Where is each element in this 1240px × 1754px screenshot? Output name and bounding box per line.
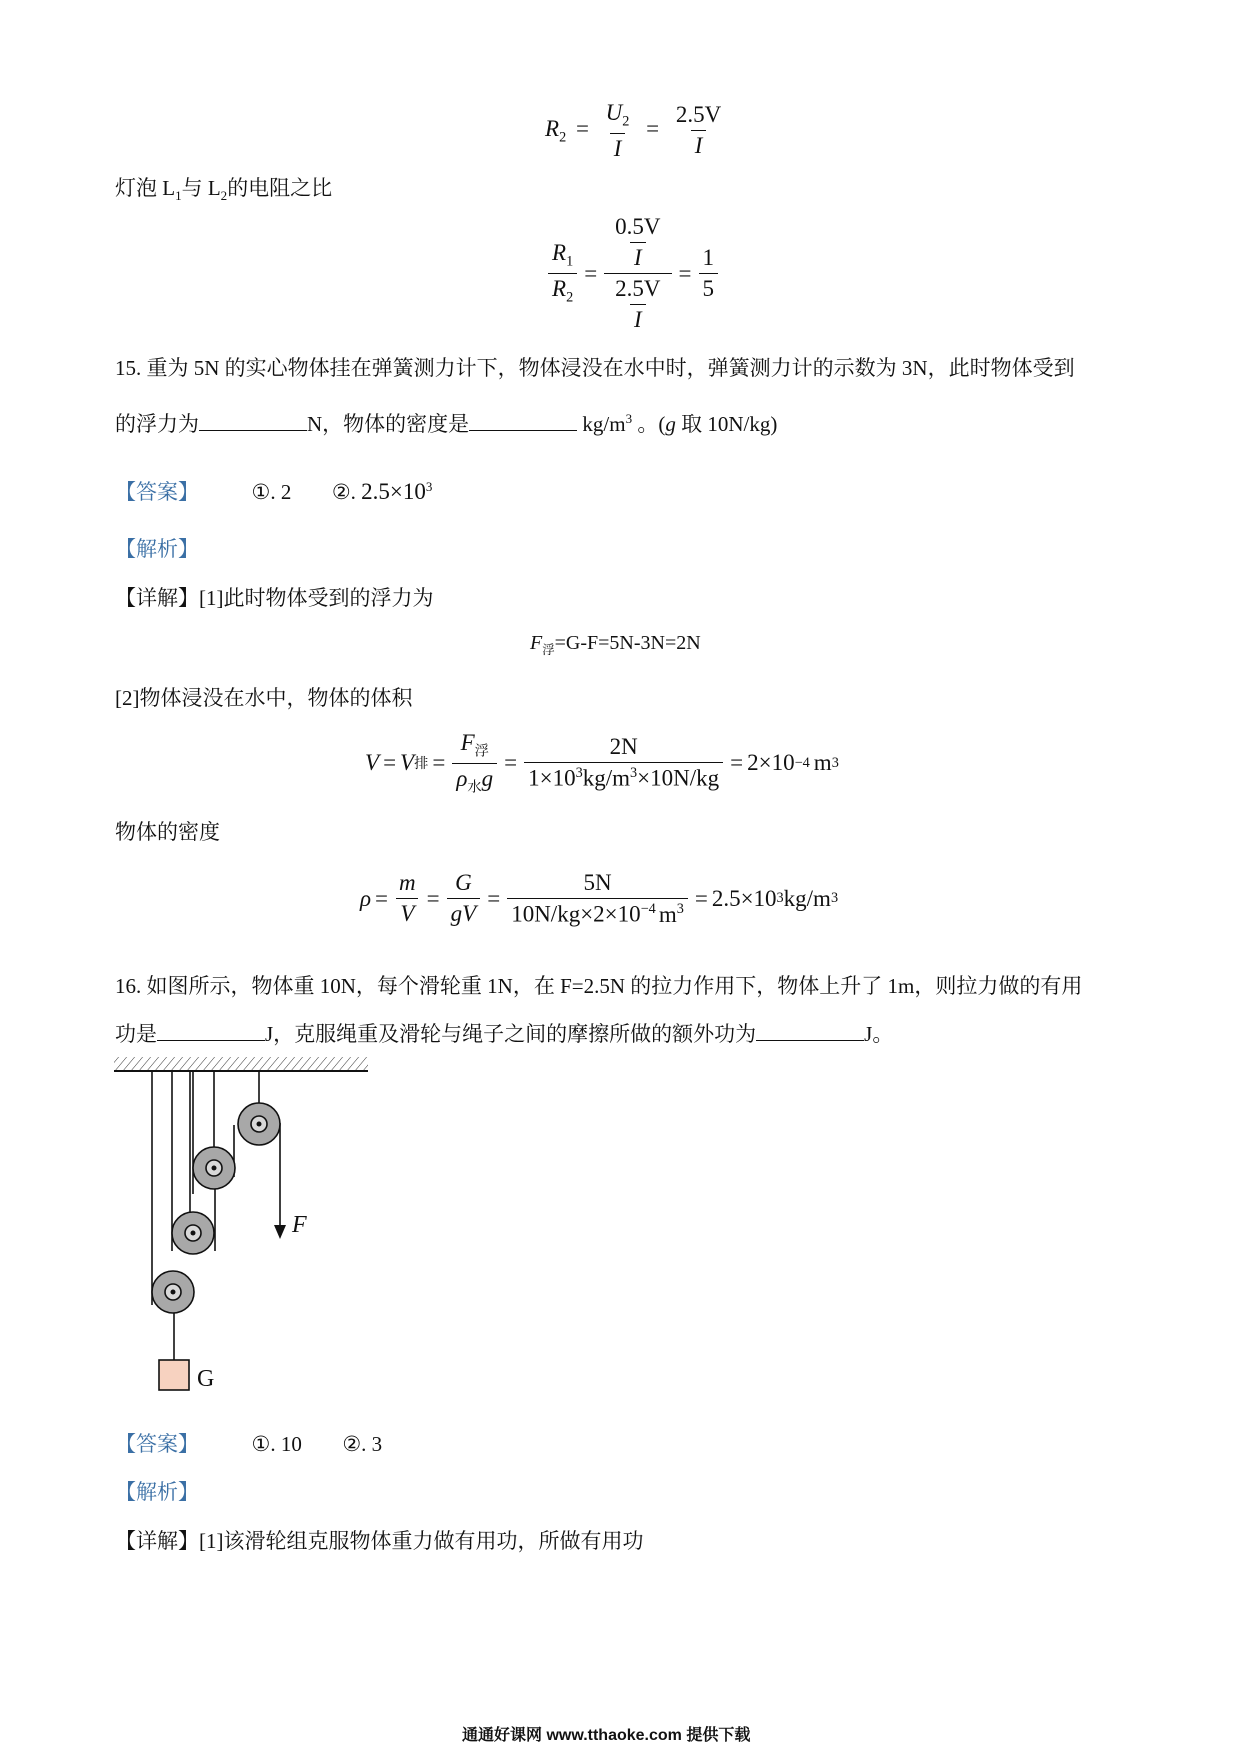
bottom-denominator: I	[630, 304, 646, 333]
fraction-m-over-v	[395, 870, 420, 927]
equals: =	[432, 750, 446, 776]
fraction-numeric-density	[507, 870, 688, 928]
g-symbol: g	[481, 765, 494, 791]
q15-detail-1	[115, 582, 434, 612]
u-symbol: U	[605, 100, 623, 125]
footer: 通通好课网 www.tthaoke.com 提供下载	[462, 1727, 751, 1744]
pulley-system-figure	[112, 1055, 372, 1410]
equals: =	[678, 260, 692, 286]
q16-detail-1	[115, 1525, 644, 1555]
density-result-exponent: 3	[776, 890, 784, 907]
u-subscript: 2	[622, 113, 630, 130]
v-displaced-symbol: V	[400, 750, 415, 776]
den-unit: m	[658, 901, 677, 927]
fraction-u2-over-i	[602, 100, 634, 162]
equals: =	[487, 885, 501, 911]
detail-tag: 【详解】	[115, 1529, 199, 1553]
answer-tag: 【答案】	[115, 1432, 199, 1456]
den-part-3: ×10N/kg	[637, 765, 720, 791]
formula-buoyancy	[530, 632, 701, 658]
q15-detail-2: [2]物体浸没在水中，物体的体积	[115, 686, 413, 710]
weight-block	[159, 1360, 189, 1390]
volume-result-exponent: −4	[794, 754, 810, 771]
equals: =	[730, 750, 744, 776]
intro-text-2: 与 L	[181, 176, 221, 200]
equals: =	[383, 750, 397, 776]
den-part-1: 1×10	[528, 765, 576, 791]
q15-answer	[115, 476, 432, 506]
answer-blank-1[interactable]	[199, 412, 307, 431]
equation-density	[360, 870, 838, 928]
q16-answer	[115, 1428, 382, 1458]
r1-sub: 1	[566, 254, 574, 270]
result-denominator: 5	[699, 273, 719, 302]
answer-blank-2[interactable]	[756, 1022, 864, 1041]
v-symbol: V	[365, 750, 380, 776]
equals: =	[694, 885, 708, 911]
intro-sub-2: 2	[220, 188, 228, 204]
weight-label: G	[197, 1366, 215, 1392]
den-exp-2: 3	[630, 765, 638, 782]
formula-rest: =G-F=5N-3N=2N	[554, 632, 701, 654]
q16-line-1: 16. 如图所示，物体重 10N，每个滑轮重 1N，在 F=2.5N 的拉力作用下，物体上升了 1m，则拉力做的有用	[115, 974, 1083, 998]
answer-tag: 【答案】	[115, 480, 199, 504]
f-symbol: F	[460, 730, 475, 755]
force-arrow	[274, 1225, 286, 1239]
equals: =	[584, 260, 598, 286]
force-label: F	[292, 1212, 307, 1238]
rho-symbol: ρ	[360, 885, 372, 911]
r2-symbol: R	[545, 116, 560, 142]
r2-sub: 2	[566, 289, 574, 306]
rho-subscript: 水	[467, 779, 482, 796]
ratio-intro	[115, 172, 332, 204]
fraction-2.5v-over-i	[672, 102, 725, 159]
fraction-numeric	[524, 734, 723, 792]
i-symbol: I	[610, 133, 626, 162]
answer-2-exponent: 3	[425, 479, 433, 494]
compound-fraction	[604, 214, 671, 333]
density-unit-exponent: 3	[830, 890, 839, 907]
q16-line-2	[115, 1018, 893, 1048]
fraction-1-over-5	[699, 245, 719, 302]
ceiling	[114, 1057, 368, 1071]
answer-2-value: 2.5×10	[361, 479, 426, 504]
answer-1: ①. 2	[251, 480, 292, 504]
volume-result: 2×10	[747, 750, 795, 776]
pulley-second	[193, 1147, 235, 1189]
v-symbol: V	[396, 898, 418, 927]
equals: =	[375, 885, 389, 911]
equation-r2	[545, 100, 728, 162]
q16-text-a: 功是	[115, 1022, 157, 1046]
top-numerator: 0.5V	[615, 214, 661, 239]
f-symbol: F	[530, 632, 543, 654]
g-weight-symbol: G	[455, 870, 472, 896]
bottom-numerator: 2.5V	[615, 276, 661, 301]
density-unit: kg/m	[783, 885, 831, 911]
fraction-r1-over-r2	[548, 240, 577, 306]
f-subscript: 浮	[542, 643, 555, 657]
detail-tag: 【详解】	[115, 586, 199, 610]
f-subscript: 浮	[474, 743, 489, 760]
volume-unit: m	[813, 750, 832, 776]
v-displaced-subscript: 排	[414, 756, 429, 773]
intro-text-1: 灯泡 L	[115, 176, 176, 200]
numerator: 2.5V	[675, 102, 722, 128]
pulley-top	[238, 1103, 280, 1145]
m-symbol: m	[399, 870, 416, 896]
den-part-2: kg/m	[582, 765, 631, 791]
r-symbol: R	[552, 276, 567, 301]
top-denominator: I	[630, 242, 646, 271]
r-symbol: R	[552, 240, 567, 266]
den-value: 10N/kg×2×10	[511, 901, 641, 927]
q15-text-a: 的浮力为	[115, 412, 199, 436]
pulley-third	[172, 1212, 214, 1254]
pulley-bottom	[152, 1271, 194, 1313]
fraction-0.5v-over-i	[611, 214, 664, 271]
q16-analysis-tag: 【解析】	[115, 1480, 199, 1504]
equation-volume	[365, 730, 839, 796]
q15-line-2	[115, 408, 777, 438]
answer-2-label: ②.	[331, 480, 356, 504]
r2-subscript: 2	[559, 129, 567, 146]
fraction-f-over-rho-g	[452, 730, 497, 796]
equals: =	[426, 885, 440, 911]
numerator-5n: 5N	[583, 870, 612, 895]
answer-blank-1[interactable]	[157, 1022, 265, 1041]
gv-symbol: gV	[447, 898, 481, 927]
rho-symbol: ρ	[456, 765, 468, 791]
q15-line-1: 15. 重为 5N 的实心物体挂在弹簧测力计下，物体浸没在水中时，弹簧测力计的示数为 3N，此时物体受到	[115, 356, 1075, 380]
q15-text-e: 取 10N/kg)	[675, 412, 778, 436]
answer-blank-2[interactable]	[469, 412, 577, 431]
q15-text-b: N，物体的密度是	[307, 412, 470, 436]
detail-1-text: [1]此时物体受到的浮力为	[199, 586, 434, 610]
den-exp-1: 3	[575, 765, 583, 782]
fraction-2.5v-over-i	[611, 276, 664, 333]
den-exponent: −4	[640, 901, 656, 917]
unit-kg-m: kg/m	[582, 412, 626, 436]
unit-exponent: 3	[625, 411, 633, 426]
q16-text-c: J。	[864, 1022, 894, 1046]
equals: =	[575, 116, 589, 142]
density-intro: 物体的密度	[115, 820, 220, 844]
q16-text-b: J，克服绳重及滑轮与绳子之间的摩擦所做的额外功为	[265, 1022, 757, 1046]
q15-text-d: 。(	[637, 412, 666, 436]
equation-ratio	[545, 214, 721, 333]
fraction-g-over-gv	[447, 870, 481, 927]
denominator: I	[691, 130, 707, 159]
answer-1: ①. 10	[251, 1432, 302, 1456]
equals: =	[504, 750, 518, 776]
answer-2: ②. 3	[342, 1432, 383, 1456]
result-numerator: 1	[702, 245, 715, 270]
intro-sub-1: 1	[175, 188, 182, 204]
den-unit-exponent: 3	[676, 901, 684, 917]
density-result: 2.5×10	[711, 885, 777, 911]
equals: =	[646, 116, 660, 142]
q15-analysis-tag: 【解析】	[115, 537, 199, 561]
g-symbol: g	[665, 412, 676, 436]
numerator-2n: 2N	[609, 734, 638, 760]
detail-1-text: [1]该滑轮组克服物体重力做有用功，所做有用功	[199, 1529, 644, 1553]
volume-unit-exponent: 3	[831, 754, 839, 771]
intro-text-3: 的电阻之比	[227, 176, 333, 200]
